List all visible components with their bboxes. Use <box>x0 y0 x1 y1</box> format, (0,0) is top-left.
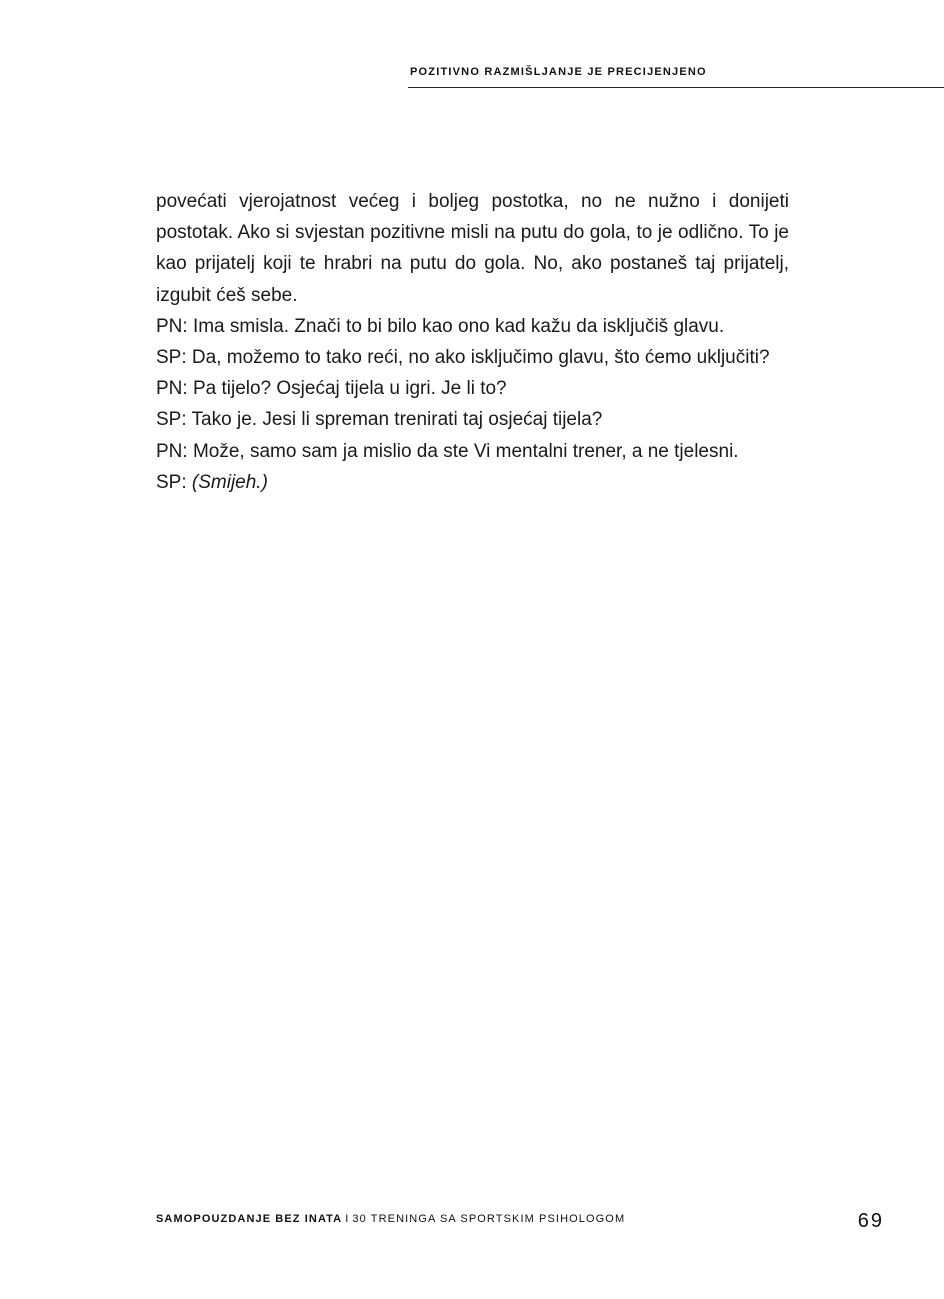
footer <box>156 1213 625 1225</box>
paragraph-intro: povećati vjerojatnost većeg i boljeg postotka, no ne nužno i donijeti postotak. Ako si svjestan pozitivne misli na putu do gola, to je odlično. To je kao prijatelj koji te hrabri na putu do gola. No, ako postaneš taj prijatelj, izgubit ćeš sebe. <box>156 191 789 306</box>
footer-subtitle: 30 TRENINGA SA SPORTSKIM PSIHOLOGOM <box>352 1213 626 1225</box>
dialogue-line-pn-3: PN: Može, samo sam ja mislio da ste Vi mentalni trener, a ne tjelesni. <box>156 440 739 462</box>
dialogue-line-sp-2: SP: Tako je. Jesi li spreman trenirati taj osjećaj tijela? <box>156 409 603 431</box>
body-text <box>156 186 789 498</box>
footer-book-title: SAMOPOUZDANJE BEZ INATA <box>156 1213 343 1225</box>
speaker-label: SP: <box>156 471 187 493</box>
running-header-title: POZITIVNO RAZMIŠLJANJE JE PRECIJENJENO <box>410 66 707 78</box>
dialogue-line-pn-1: PN: Ima smisla. Znači to bi bilo kao ono kad kažu da isključiš glavu. <box>156 315 725 337</box>
dialogue-line-sp-3 <box>156 467 789 498</box>
dialogue-line-sp-1: SP: Da, možemo to tako reći, no ako isključimo glavu, što ćemo uključiti? <box>156 347 770 369</box>
stage-direction: (Smijeh.) <box>191 471 268 493</box>
running-header <box>408 64 944 88</box>
footer-separator: I <box>345 1213 350 1225</box>
dialogue-line-pn-2: PN: Pa tijelo? Osjećaj tijela u igri. Je li to? <box>156 378 507 400</box>
page-number: 69 <box>857 1210 884 1232</box>
